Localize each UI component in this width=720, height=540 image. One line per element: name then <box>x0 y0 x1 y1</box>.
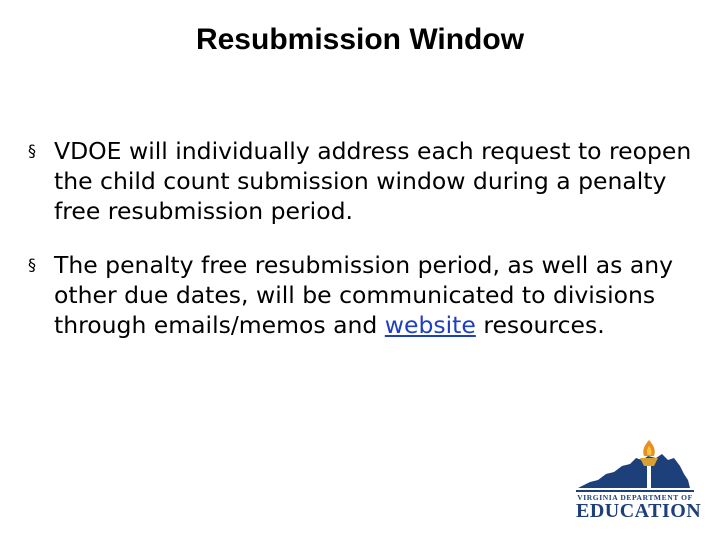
logo-line1: VIRGINIA DEPARTMENT OF <box>577 493 693 502</box>
bullet-item <box>28 136 708 226</box>
virginia-torch-logo-icon <box>572 436 698 496</box>
bullet-text-after-link: resources. <box>475 311 605 339</box>
vdoe-logo <box>572 436 702 526</box>
bullet-list <box>28 136 708 364</box>
bullet-text <box>54 251 673 339</box>
bullet-text: VDOE will individually address each request to reopen the child count submission window during a penalty free resubmission period. <box>54 137 692 225</box>
bullet-marker-icon: § <box>28 255 36 274</box>
bullet-marker-icon: § <box>28 141 36 160</box>
slide-title: Resubmission Window <box>195 23 525 56</box>
website-link[interactable]: website <box>384 311 476 339</box>
bullet-text-before-link: The penalty free resubmission period, as well as any other due dates, will be communicated to divisions through emails/memos and <box>54 251 674 339</box>
bullet-item <box>28 250 708 340</box>
logo-line2: EDUCATION <box>576 500 702 522</box>
